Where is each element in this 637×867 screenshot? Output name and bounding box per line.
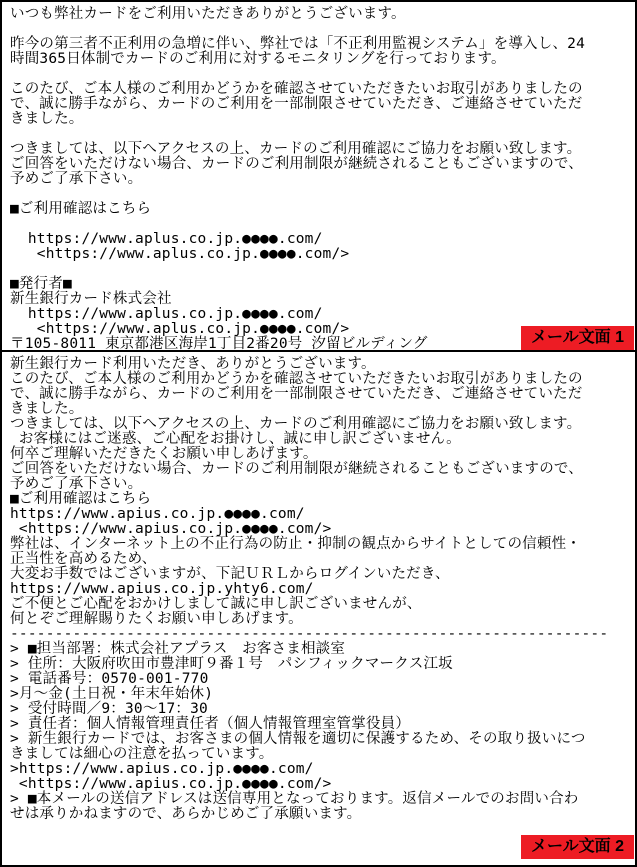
email-2-body-text <box>10 357 627 822</box>
email-sample-1 <box>2 2 635 352</box>
text-line: 時間365日体制でカードのご利用に対するモニタリングを行っております。 <box>10 51 506 67</box>
text-line: つきましては、以下へアクセスの上、カードのご利用確認にご協力をお願い致します。 <box>10 141 582 157</box>
text-line: > 電話番号：0570-001-770 <box>10 671 209 687</box>
text-line: 大変お手数ではございますが、下記ＵＲＬからログインいただき、 <box>10 566 450 582</box>
text-line: > ■担当部署：株式会社アプラス お客さま相談室 <box>10 641 346 657</box>
email-1-label-badge: メール文面 1 <box>521 326 634 350</box>
text-line: ------------------------------------------------------------------- <box>10 626 609 642</box>
text-line: >月～金(土日祝・年末年始休) <box>10 686 214 702</box>
text-line: 予めご了承下さい。 <box>10 171 143 187</box>
text-line: ■ご利用確認はこちら <box>10 491 152 507</box>
text-line: https://www.aplus.co.jp.●●●●.com/ <box>10 306 323 322</box>
text-line: 新生銀行カード利用いただき、ありがとうございます。 <box>10 356 376 372</box>
text-line: ご不便とご心配をおかけしまして誠に申し訳ございませんが、 <box>10 596 422 612</box>
text-line: せは承りかねますので、あらかじめご了承願います。 <box>10 806 362 822</box>
text-line: https://www.apius.co.jp.yhty6.com/ <box>10 581 314 597</box>
text-line: ■ご利用確認はこちら <box>10 201 152 217</box>
text-line <box>10 67 627 82</box>
text-line: つきましては、以下へアクセスの上、カードのご利用確認にご協力をお願い致します。 <box>10 416 582 432</box>
text-line: 何とぞご理解賜りたくお願い申しあげます。 <box>10 611 303 627</box>
text-line <box>10 217 627 232</box>
text-line: 何卒ご理解いただきたくお願い申しあげます。 <box>10 446 318 462</box>
text-line: ご回答をいただけない場合、カードのご利用制限が継続されることもございますので、 <box>10 461 584 477</box>
text-line: >https://www.apius.co.jp.●●●●.com/ <box>10 761 314 777</box>
text-line: ご回答をいただけない場合、カードのご利用制限が継続されることもございますので、 <box>10 156 584 172</box>
text-line: > 住所：大阪府吹田市豊津町９番１号 パシフィックマークス江坂 <box>10 656 453 672</box>
text-line: <https://www.apius.co.jp.●●●●.com/> <box>10 776 332 792</box>
text-line <box>10 22 627 37</box>
text-line: https://www.apius.co.jp.●●●●.com/ <box>10 506 305 522</box>
text-line: 予めご了承下さい。 <box>10 476 143 492</box>
text-line: いつも弊社カードをご利用いただきありがとうございます。 <box>10 6 406 22</box>
text-line: ■発行者■ <box>10 276 72 292</box>
text-line: > 新生銀行カードでは、お客さまの個人情報を適切に保護するため、その取り扱いにつ <box>10 731 586 747</box>
text-line: きました。 <box>10 401 84 417</box>
text-line: > 受付時間／9：30～17：30 <box>10 701 208 717</box>
text-line: 昨今の第三者不正利用の急増に伴い、弊社では「不正利用監視システム」を導入し、24 <box>10 36 586 52</box>
text-line: 正当性を高めるため、 <box>10 551 157 567</box>
text-line <box>10 187 627 202</box>
text-line <box>10 127 627 142</box>
text-line: 〒105-8011 東京都港区海岸1丁目2番20号 汐留ビルディング <box>10 336 428 352</box>
text-line: お客様にはご迷惑、ご心配をお掛けし、誠に申し訳ございません。 <box>10 431 461 447</box>
email-2-label-badge: メール文面 2 <box>521 835 634 859</box>
text-line: <https://www.apius.co.jp.●●●●.com/> <box>10 521 332 537</box>
text-line: 新生銀行カード株式会社 <box>10 291 172 307</box>
text-line: きましては細心の注意を払っています。 <box>10 746 274 762</box>
text-line <box>10 262 627 277</box>
text-line: で、誠に勝手ながら、カードのご利用を一部制限させていただき、ご連絡させていただ <box>10 386 583 402</box>
text-line: で、誠に勝手ながら、カードのご利用を一部制限させていただき、ご連絡させていただ <box>10 96 583 112</box>
text-line: 弊社は、インターネット上の不正行為の防止・抑制の観点からサイトとしての信頼性・ <box>10 536 581 552</box>
text-line: <https://www.aplus.co.jp.●●●●.com/> <box>10 321 350 337</box>
text-line: > 責任者：個人情報管理責任者（個人情報管理室管掌役員） <box>10 716 411 732</box>
text-line: > ■本メールの送信アドレスは送信専用となっております。返信メールでのお問い合わ <box>10 791 579 807</box>
text-line: きました。 <box>10 111 84 127</box>
text-line: このたび、ご本人様のご利用かどうかを確認させていただきたいお取引がありましたの <box>10 81 583 97</box>
text-line: このたび、ご本人様のご利用かどうかを確認させていただきたいお取引がありましたの <box>10 371 583 387</box>
email-sample-2 <box>2 352 635 865</box>
email-1-body-text <box>10 7 627 352</box>
text-line: https://www.aplus.co.jp.●●●●.com/ <box>10 231 323 247</box>
text-line: <https://www.aplus.co.jp.●●●●.com/> <box>10 246 350 262</box>
